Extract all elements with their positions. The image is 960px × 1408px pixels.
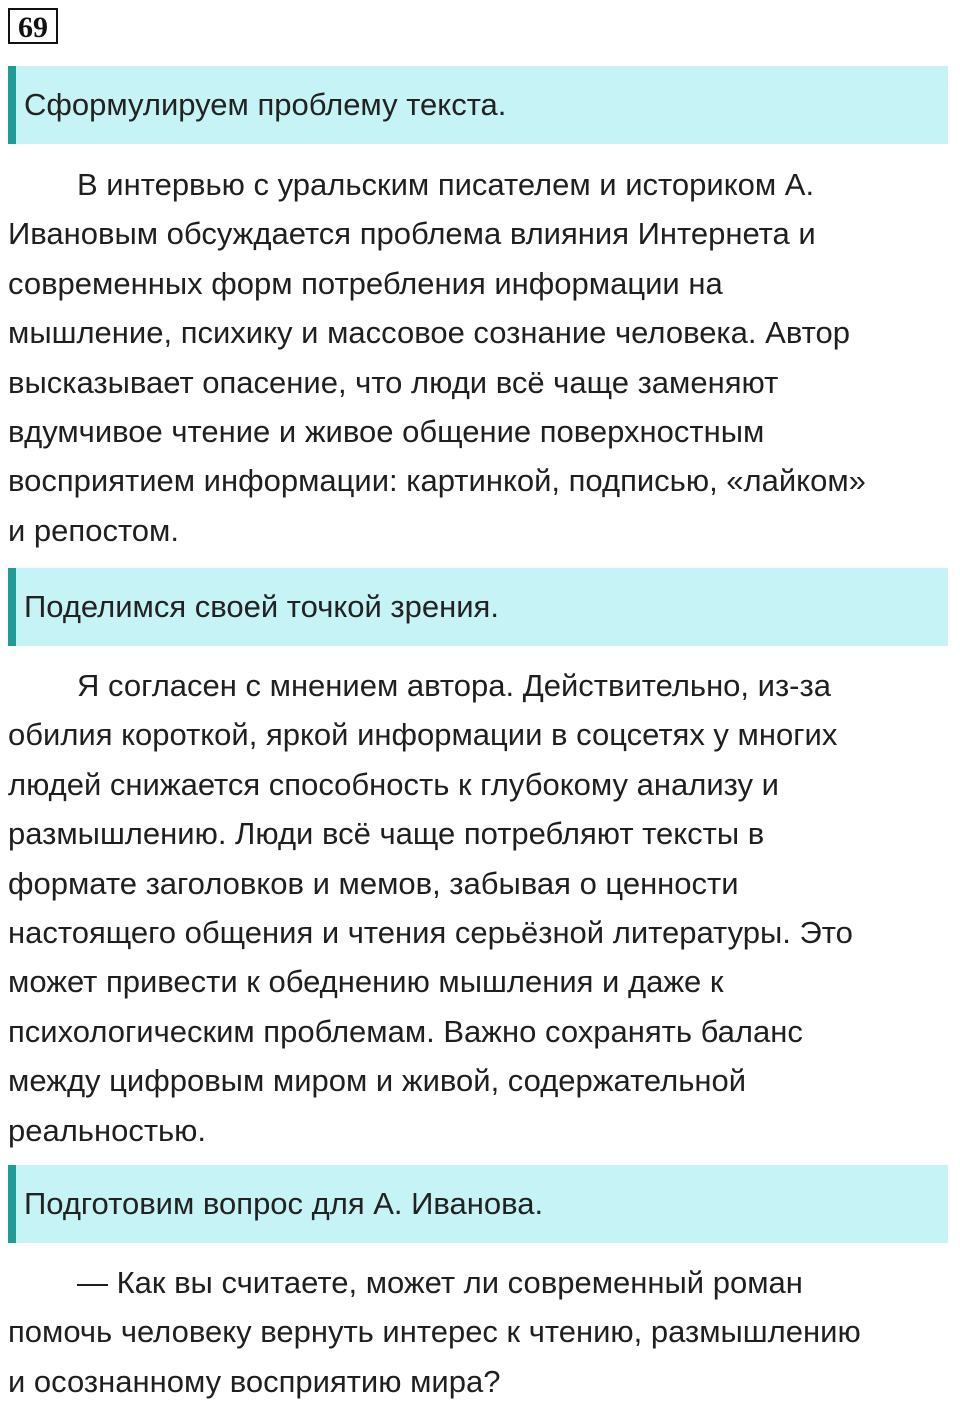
text-line: между цифровым миром и живой, содержательной [8,1063,747,1099]
text-line: психологическим проблемам. Важно сохранять баланс [8,1013,803,1049]
heading-accent-bar [8,568,16,646]
section-heading-text: Поделимся своей точкой зрения. [24,589,499,624]
text-line: Я согласен с мнением автора. Действительно, из-за [77,668,831,703]
paragraph-question [8,1258,954,1406]
text-line: мышление, психику и массовое сознание человека. Автор [8,315,850,351]
heading-accent-bar [8,1165,16,1243]
text-line: обилия короткой, яркой информации в соцсетях у многих [8,717,838,753]
text-line: современных форм потребления информации на [8,265,723,301]
text-line: В интервью с уральским писателем и историком А. [77,167,815,202]
text-line: размышлению. Люди всё чаще потребляют тексты в [8,816,765,852]
text-line: помочь человеку вернуть интерес к чтению, размышлению [8,1314,861,1350]
text-line: вдумчивое чтение и живое общение поверхностным [8,414,765,450]
text-line: — Как вы считаете, может ли современный роман [77,1265,803,1300]
section-heading-question [8,1165,948,1243]
text-line: формате заголовков и мемов, забывая о ценности [8,865,739,901]
text-line: может привести к обеднению мышления и даже к [8,964,724,1000]
text-line: восприятием информации: картинкой, подписью, «лайком» [8,463,866,499]
section-heading-opinion [8,568,948,646]
paragraph-problem [8,160,954,555]
task-number-badge: 69 [8,8,58,44]
paragraph-opinion [8,661,954,1155]
heading-accent-bar [8,66,16,144]
text-line: людей снижается способность к глубокому анализу и [8,766,779,802]
section-heading-text: Сформулируем проблему текста. [24,87,507,122]
text-line: высказывает опасение, что люди всё чаще заменяют [8,364,779,400]
text-line: и репостом. [8,512,179,548]
section-heading-problem [8,66,948,144]
section-heading-text: Подготовим вопрос для А. Иванова. [24,1186,544,1221]
text-line: реальностью. [8,1112,207,1148]
text-line: Ивановым обсуждается проблема влияния Интернета и [8,216,816,252]
text-line: настоящего общения и чтения серьёзной литературы. Это [8,915,853,951]
text-line: и осознанному восприятию мира? [8,1363,501,1399]
